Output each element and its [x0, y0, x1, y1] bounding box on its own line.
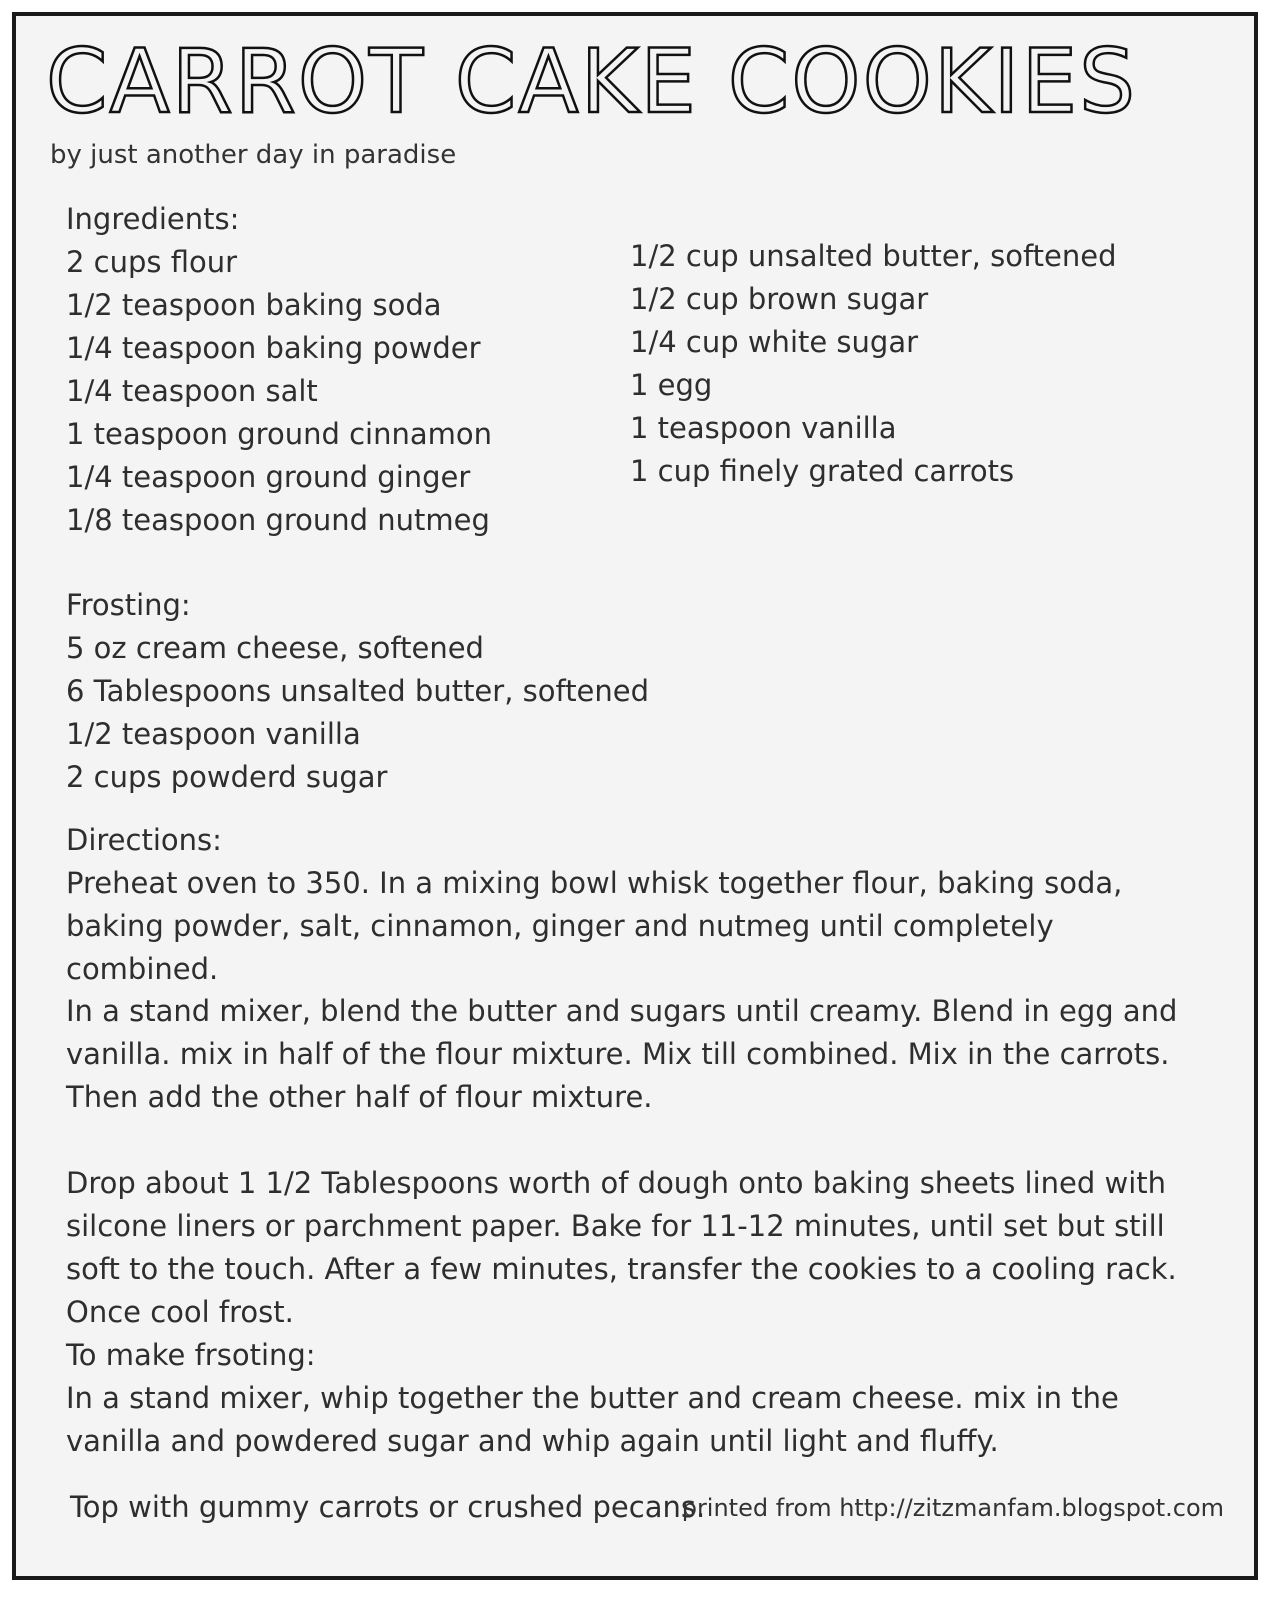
ingredients-heading: Ingredients: — [66, 202, 240, 236]
frosting-item: 6 Tablespoons unsalted butter, softened — [66, 674, 650, 708]
ingredient-item: 1 teaspoon vanilla — [630, 411, 897, 445]
frosting-directions-heading: To make frsoting: — [66, 1338, 316, 1372]
frosting-item: 1/2 teaspoon vanilla — [66, 717, 361, 751]
ingredient-item: 1/2 teaspoon baking soda — [66, 288, 442, 322]
directions-step: Preheat oven to 350. In a mixing bowl whisk together flour, baking soda, baking powder, salt, cinnamon, ginger and nutmeg until completely combined. — [66, 866, 1123, 986]
ingredient-item: 1/4 teaspoon baking powder — [66, 331, 481, 365]
frosting-item: 5 oz cream cheese, softened — [66, 631, 484, 665]
topping-note: Top with gummy carrots or crushed pecans. — [70, 1490, 706, 1524]
directions-step: In a stand mixer, blend the butter and sugars until creamy. Blend in egg and vanilla. mix in half of the flour mixture. Mix till combined. Mix in the carrots. Then add the other half of flour mixture. — [66, 994, 1178, 1114]
ingredients-list-right — [630, 235, 1117, 493]
ingredient-item: 1/2 cup unsalted butter, softened — [630, 239, 1117, 273]
recipe-title: CARROT CAKE COOKIES — [46, 30, 1137, 133]
ingredients-list-left — [66, 198, 492, 542]
ingredient-item: 1/2 cup brown sugar — [630, 282, 929, 316]
frosting-list — [66, 584, 649, 799]
source-credit: printed from http://zitzmanfam.blogspot.com — [681, 1494, 1224, 1522]
ingredient-item: 2 cups flour — [66, 245, 238, 279]
ingredient-item: 1 egg — [630, 368, 713, 402]
ingredient-item: 1/4 teaspoon ground ginger — [66, 460, 471, 494]
frosting-item: 2 cups powderd sugar — [66, 760, 388, 794]
directions-step: Drop about 1 1/2 Tablespoons worth of dough onto baking sheets lined with silcone liners or parchment paper. Bake for 11-12 minutes, until set but still soft to the touch. After a few minutes, transfer the cookies to a cooling rack. Once cool frost. — [66, 1166, 1177, 1329]
ingredient-item: 1 teaspoon ground cinnamon — [66, 417, 492, 451]
ingredient-item: 1 cup finely grated carrots — [630, 454, 1015, 488]
recipe-card — [12, 12, 1258, 1580]
frosting-heading: Frosting: — [66, 588, 191, 622]
ingredient-item: 1/4 cup white sugar — [630, 325, 919, 359]
frosting-directions-text: In a stand mixer, whip together the butter and cream cheese. mix in the vanilla and powdered sugar and whip again until light and fluffy. — [66, 1381, 1119, 1458]
ingredient-item: 1/8 teaspoon ground nutmeg — [66, 503, 490, 537]
ingredient-item: 1/4 teaspoon salt — [66, 374, 318, 408]
directions-heading: Directions: — [66, 823, 222, 857]
recipe-byline: by just another day in paradise — [50, 140, 457, 170]
